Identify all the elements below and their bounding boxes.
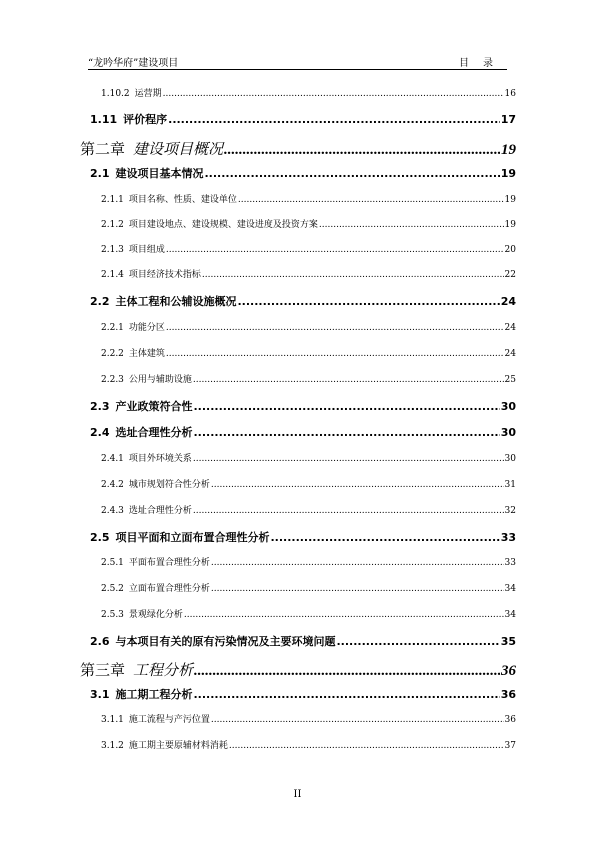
toc-entry-page: 30 [504, 454, 516, 464]
toc-leader-dots [194, 426, 500, 439]
toc-entry-page: 30 [500, 426, 516, 439]
toc-entry-number: 2.4.2 [101, 480, 124, 490]
toc-entry-number: 2.5.3 [101, 610, 124, 620]
toc-entry-number: 2.5.1 [101, 558, 124, 568]
toc-entry-page: 34 [504, 584, 516, 594]
toc-entry-number: 3.1 [90, 688, 110, 701]
toc-entry-number: 第三章 [80, 663, 126, 679]
toc-entry-number: 2.2.2 [101, 349, 124, 359]
toc-entry-number: 2.1.3 [101, 245, 124, 255]
toc-entry-title: 选址合理性分析 [128, 506, 192, 516]
toc-entry[interactable] [80, 293, 516, 309]
toc-entry-number: 3.1.1 [101, 715, 124, 725]
toc-leader-dots [205, 167, 500, 180]
toc-entry[interactable] [80, 503, 516, 516]
toc-entry-title: 公用与辅助设施 [128, 375, 192, 385]
toc-entry-number: 2.3 [90, 400, 110, 413]
toc-entry[interactable] [80, 607, 516, 620]
toc-entry-number: 2.5.2 [101, 584, 124, 594]
toc-leader-dots [163, 89, 504, 99]
toc-entry-page: 19 [501, 142, 516, 158]
toc-entry-title: 项目经济技术指标 [128, 270, 201, 280]
toc-entry-number: 3.1.2 [101, 741, 124, 751]
toc-leader-dots [211, 715, 504, 725]
toc-entry-title: 平面布置合理性分析 [128, 558, 210, 568]
toc-entry-title: 项目建设地点、建设规模、建设进度及投资方案 [128, 220, 318, 230]
header-project-title: “龙吟华府”建设项目 [88, 58, 179, 69]
toc-entry[interactable] [80, 192, 516, 205]
toc-entry-page: 31 [504, 480, 516, 490]
toc-entry[interactable] [80, 712, 516, 725]
toc-entry-number: 2.4.1 [101, 454, 124, 464]
toc-leader-dots [194, 663, 500, 680]
toc-entry-title: 项目名称、性质、建设单位 [128, 195, 237, 205]
toc-leader-dots [211, 480, 504, 490]
toc-entry-page: 16 [504, 89, 516, 99]
toc-entry-number: 2.1.2 [101, 220, 124, 230]
toc-entry-number: 2.4 [90, 426, 110, 439]
toc-leader-dots [193, 375, 504, 385]
toc-leader-dots [271, 531, 500, 544]
toc-leader-dots [184, 610, 504, 620]
toc-leader-dots [202, 270, 504, 280]
toc-entry[interactable] [80, 529, 516, 545]
toc-entry-number: 1.11 [90, 113, 118, 126]
toc-leader-dots [238, 195, 504, 205]
toc-entry-number: 2.1.4 [101, 270, 124, 280]
toc-entry[interactable] [80, 424, 516, 440]
toc-entry[interactable] [80, 738, 516, 751]
toc-leader-dots [211, 558, 504, 568]
toc-entry-page: 36 [501, 663, 516, 679]
toc-entry-page: 36 [504, 715, 516, 725]
toc-entry-number: 2.2.1 [101, 323, 124, 333]
toc-entry[interactable] [80, 398, 516, 414]
toc-entry-page: 24 [504, 323, 516, 333]
toc-entry-title: 选址合理性分析 [115, 426, 193, 439]
toc-leader-dots [166, 349, 504, 359]
toc-leader-dots [337, 635, 500, 648]
toc-entry-page: 34 [504, 610, 516, 620]
toc-entry-title: 施工期工程分析 [115, 688, 193, 701]
toc-entry-title: 功能分区 [128, 323, 165, 333]
toc-entry[interactable] [80, 451, 516, 464]
toc-entry[interactable] [80, 267, 516, 280]
toc-entry-title: 项目外环境关系 [128, 454, 192, 464]
toc-entry[interactable] [80, 346, 516, 359]
toc-entry-page: 22 [504, 270, 516, 280]
toc-leader-dots [229, 741, 504, 751]
toc-entry[interactable] [80, 86, 516, 99]
toc-entry-page: 32 [504, 506, 516, 516]
toc-entry[interactable] [80, 138, 516, 159]
toc-entry-title: 施工期主要原辅材料消耗 [128, 741, 228, 751]
toc-entry[interactable] [80, 111, 516, 127]
toc-entry[interactable] [80, 165, 516, 181]
toc-entry-title: 项目平面和立面布置合理性分析 [115, 531, 270, 544]
toc-entry-title: 工程分析 [133, 663, 194, 679]
toc-leader-dots [168, 113, 500, 126]
toc-entry-title: 建设项目概况 [133, 142, 224, 158]
toc-entry[interactable] [80, 659, 516, 680]
page-footer [0, 789, 595, 800]
toc-entry-title: 景观绿化分析 [128, 610, 183, 620]
toc-entry-title: 城市规划符合性分析 [128, 480, 210, 490]
toc-entry-number: 2.5 [90, 531, 110, 544]
toc-entry-title: 评价程序 [123, 113, 168, 126]
toc-entry-page: 37 [504, 741, 516, 751]
header-divider [88, 69, 507, 70]
toc-entry-title: 施工流程与产污位置 [128, 715, 210, 725]
toc-entry[interactable] [80, 581, 516, 594]
toc-entry[interactable] [80, 477, 516, 490]
toc-entry[interactable] [80, 555, 516, 568]
toc-entry-title: 主体工程和公辅设施概况 [115, 295, 237, 308]
toc-entry-title: 产业政策符合性 [115, 400, 193, 413]
toc-leader-dots [238, 295, 500, 308]
toc-leader-dots [193, 454, 504, 464]
toc-entry-number: 1.10.2 [101, 89, 130, 99]
toc-entry-page: 36 [500, 688, 516, 701]
toc-entry-page: 19 [504, 195, 516, 205]
toc-entry-page: 20 [504, 245, 516, 255]
toc-entry-page: 17 [500, 113, 516, 126]
toc-entry-page: 19 [500, 167, 516, 180]
toc-entry-number: 2.1.1 [101, 195, 124, 205]
page-number: II [293, 789, 302, 800]
page-header [88, 54, 507, 68]
toc-leader-dots [224, 142, 500, 159]
toc-entry-page: 24 [504, 349, 516, 359]
toc-leader-dots [194, 688, 500, 701]
toc-entry-number: 2.1 [90, 167, 110, 180]
toc-entry-number: 第二章 [80, 142, 126, 158]
toc-entry-title: 运营期 [134, 89, 162, 99]
toc-entry-page: 30 [500, 400, 516, 413]
toc-entry-page: 19 [504, 220, 516, 230]
toc-entry-number: 2.2.3 [101, 375, 124, 385]
toc-leader-dots [193, 506, 504, 516]
toc-entry[interactable] [80, 686, 516, 702]
toc-entry-page: 33 [500, 531, 516, 544]
toc-entry-number: 2.2 [90, 295, 110, 308]
toc-entry-title: 立面布置合理性分析 [128, 584, 210, 594]
toc-leader-dots [166, 323, 504, 333]
toc-entry-title: 主体建筑 [128, 349, 165, 359]
toc-entry-title: 建设项目基本情况 [115, 167, 204, 180]
toc-entry-page: 25 [504, 375, 516, 385]
header-section-title: 目录 [459, 58, 507, 69]
toc-entry[interactable] [80, 320, 516, 333]
toc-entry-page: 35 [500, 635, 516, 648]
toc-leader-dots [194, 400, 500, 413]
toc-entry-number: 2.4.3 [101, 506, 124, 516]
toc-entry-title: 项目组成 [128, 245, 165, 255]
toc-entry-number: 2.6 [90, 635, 110, 648]
toc-entry-page: 24 [500, 295, 516, 308]
toc-entry[interactable] [80, 242, 516, 255]
toc-entry[interactable] [80, 633, 516, 649]
toc-entry[interactable] [80, 217, 516, 230]
toc-leader-dots [211, 584, 504, 594]
toc-leader-dots [319, 220, 504, 230]
toc-leader-dots [166, 245, 504, 255]
toc-entry[interactable] [80, 372, 516, 385]
toc-entry-title: 与本项目有关的原有污染情况及主要环境问题 [115, 635, 336, 648]
toc-entry-page: 33 [504, 558, 516, 568]
